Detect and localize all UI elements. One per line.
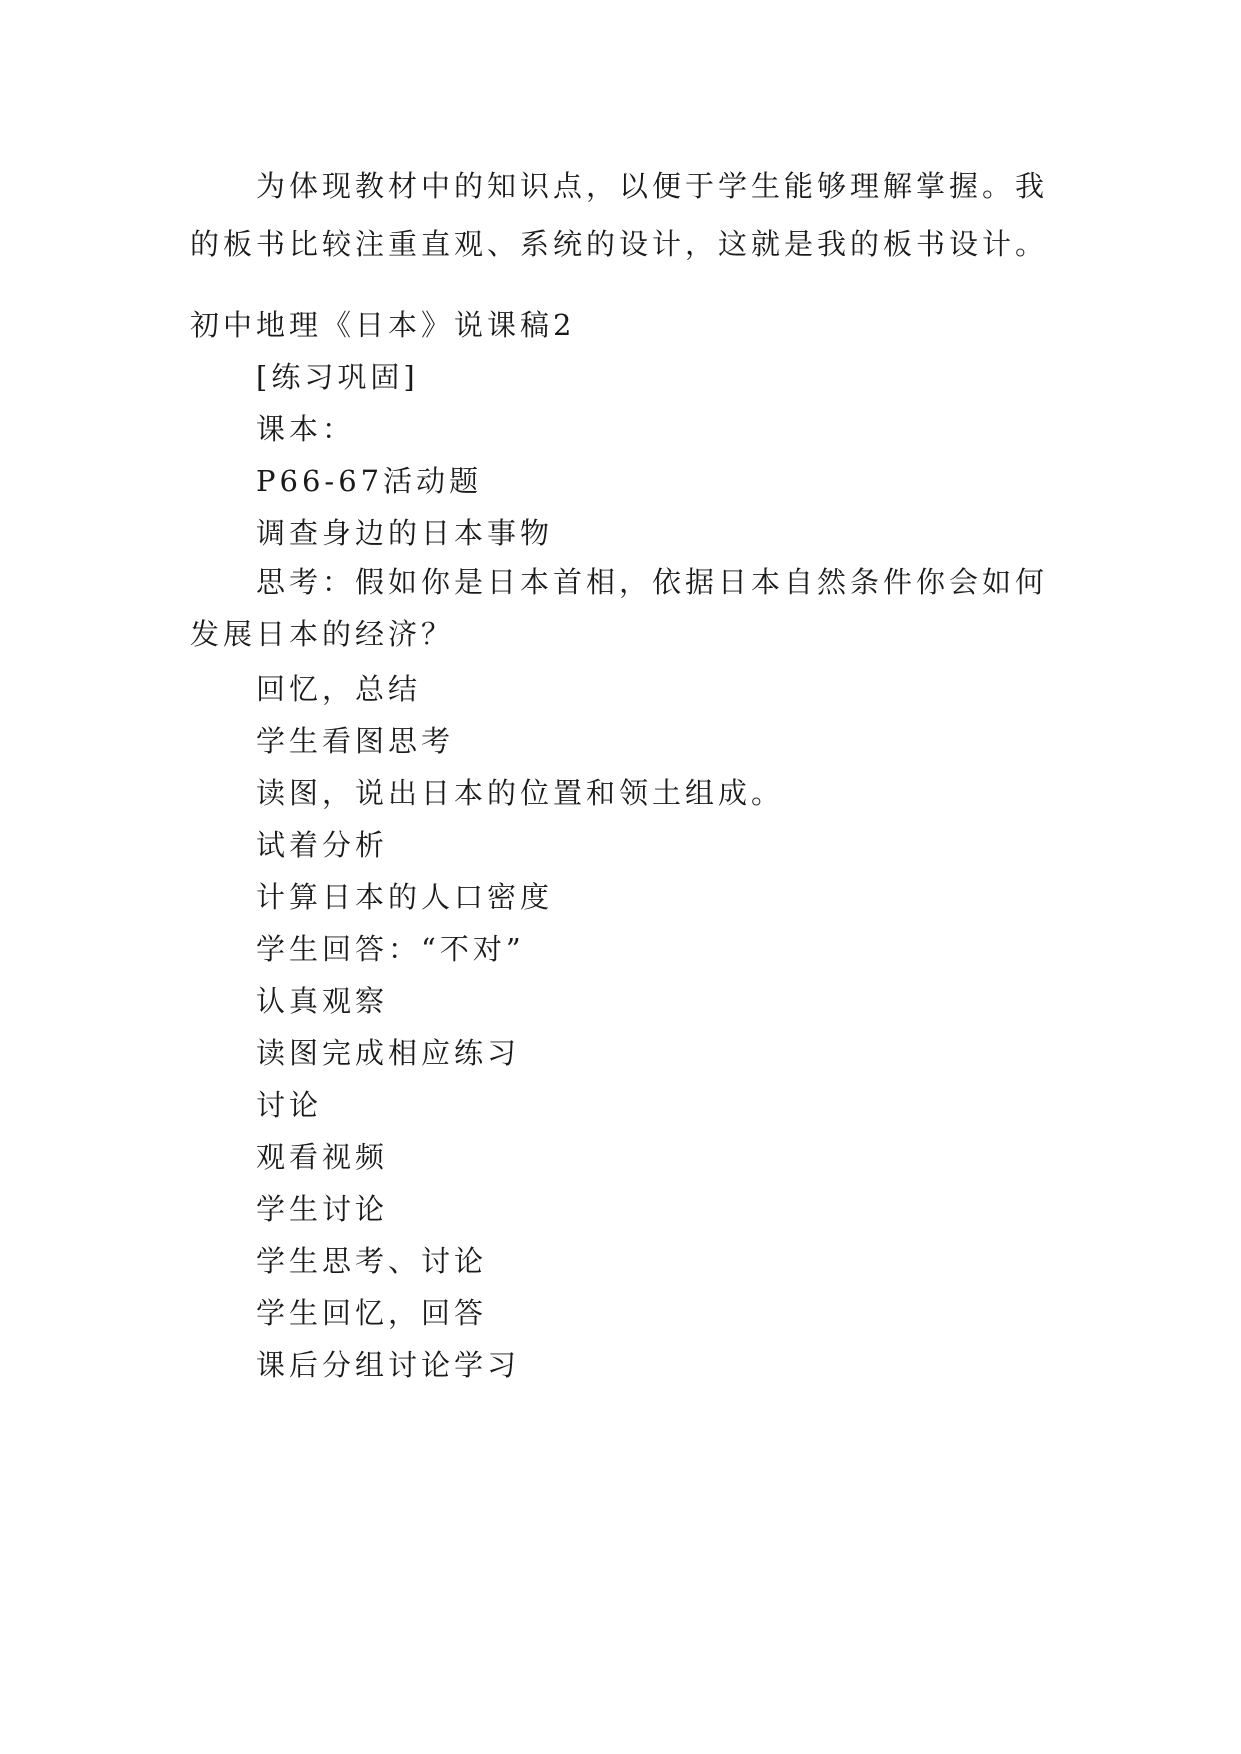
text-line: 学生回忆，回答 xyxy=(256,1296,488,1330)
text-line: 读图完成相应练习 xyxy=(256,1036,521,1070)
text-line: 学生思考、讨论 xyxy=(256,1244,488,1278)
text-line: 学生回答：“不对” xyxy=(256,932,525,966)
intro-paragraph: 为体现教材中的知识点，以便于学生能够理解掌握。我的板书比较注重直观、系统的设计，这就是我的板书设计。 xyxy=(190,169,1049,261)
text-line: 认真观察 xyxy=(256,984,389,1018)
text-line: 课本： xyxy=(256,412,356,446)
text-line: 试着分析 xyxy=(256,828,389,862)
text-line: P66-67活动题 xyxy=(256,464,483,498)
text-line: 计算日本的人口密度 xyxy=(256,880,554,914)
text-line: 观看视频 xyxy=(256,1140,389,1174)
text-line: 调查身边的日本事物 xyxy=(256,516,554,550)
text-line: 讨论 xyxy=(256,1088,323,1122)
text-line: 课后分组讨论学习 xyxy=(256,1348,521,1382)
text-line: 学生看图思考 xyxy=(256,724,455,758)
think-paragraph: 思考：假如你是日本首相，依据日本自然条件你会如何发展日本的经济？ xyxy=(190,565,1049,651)
text-line: [练习巩固] xyxy=(256,360,419,394)
text-line: 读图，说出日本的位置和领土组成。 xyxy=(256,776,785,810)
section-title: 初中地理《日本》说课稿2 xyxy=(190,308,576,342)
text-line: 回忆，总结 xyxy=(256,672,422,706)
text-line: 学生讨论 xyxy=(256,1192,389,1226)
